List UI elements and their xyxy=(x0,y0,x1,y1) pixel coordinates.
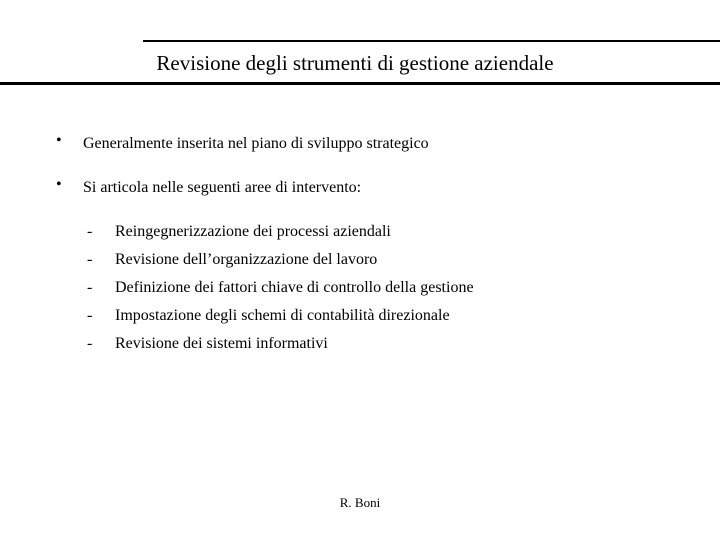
bullet-text: Generalmente inserita nel piano di sviluppo strategico xyxy=(83,135,429,152)
dash-marker: - xyxy=(87,335,93,352)
slide-title: Revisione degli strumenti di gestione aziendale xyxy=(156,51,554,75)
sub-item-text: Impostazione degli schemi di contabilità direzionale xyxy=(115,307,450,324)
dash-marker: - xyxy=(87,251,93,268)
title-bottom-rule xyxy=(0,82,720,85)
bullet-marker: • xyxy=(56,176,62,193)
dash-marker: - xyxy=(87,279,93,296)
sub-item-text: Reingegnerizzazione dei processi aziendali xyxy=(115,223,391,240)
sub-item-text: Revisione dell’organizzazione del lavoro xyxy=(115,251,378,268)
bullet-marker: • xyxy=(56,132,62,149)
title-top-rule xyxy=(143,40,720,42)
sub-item-text: Definizione dei fattori chiave di controllo della gestione xyxy=(115,279,474,296)
dash-marker: - xyxy=(87,223,93,240)
sub-item-text: Revisione dei sistemi informativi xyxy=(115,335,328,352)
bullet-text: Si articola nelle seguenti aree di intervento: xyxy=(83,179,362,196)
footer-author: R. Boni xyxy=(339,495,381,510)
dash-marker: - xyxy=(87,307,93,324)
